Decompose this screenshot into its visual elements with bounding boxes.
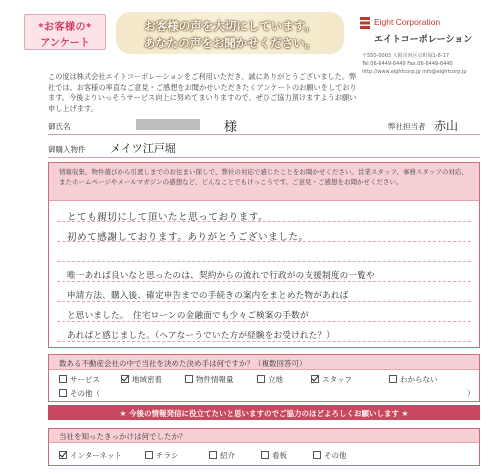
name-redaction [136,119,200,130]
option-other[interactable] [59,388,100,399]
ruled-line [57,321,471,322]
ruled-line [57,301,471,302]
option-label: 看板 [272,451,287,460]
future-info-banner [48,405,480,420]
source-signboard[interactable] [261,450,287,461]
option-label: 物件情報量 [196,375,234,384]
checkbox-checked-icon[interactable] [59,451,67,459]
handwritten-line: あればと感じました。（ヘアなーうでいた方が経験をお受けれた？） [67,331,336,341]
customer-name-row [48,115,480,135]
name-label: 御氏名 [48,122,71,131]
address-line: Tel.06-6449-6449 Fax.06-6449-6440 [362,61,453,67]
option-label: その他 [324,451,347,460]
ruled-line [57,281,471,282]
checkbox-icon[interactable] [145,451,153,459]
survey-badge [24,14,106,50]
source-referral[interactable] [209,450,235,461]
option-label: 紹介 [220,451,235,460]
checkbox-icon[interactable] [389,375,397,383]
title-banner [116,12,344,54]
banner-line-2: あなたの声をお聞かせください。 [143,36,317,50]
feedback-lines [57,203,471,347]
option-listings[interactable] [185,374,234,385]
checkbox-icon[interactable] [257,375,265,383]
referral-source-title: 当社を知ったきっかけは何でしたか？ [59,432,187,441]
name-suffix: 様 [224,120,238,135]
option-unknown[interactable] [389,374,438,385]
handwritten-line: 申請方法、購入後、確定申告までの手続きの案内をまとめた物があれば [67,291,349,301]
option-label: スタッフ [322,375,352,384]
address-line: 〒550-0003 大阪市西区京町堀1-8-17 [362,53,449,59]
option-service[interactable] [59,374,100,385]
staff-label: 弊社担当者 [388,122,426,131]
source-other[interactable] [313,450,347,461]
checkbox-icon[interactable] [261,451,269,459]
banner-line-1: お客様の声を大切にしています。 [144,19,316,33]
feedback-box [48,162,480,348]
option-label: 立地 [268,375,283,384]
ruled-line [57,341,471,342]
property-value: メイツ江戸堀 [110,142,176,155]
source-flyer[interactable] [145,450,179,461]
badge-top-text: *お客様の* [38,22,92,33]
company-address [362,52,492,76]
checkbox-icon[interactable] [185,375,193,383]
checkbox-icon[interactable] [59,389,67,397]
intro-text: この度は株式会社エイトコーポレーションをご利用いただき、誠にありがとうございました。弊社では、お客様の率直なご意見・ご感想をお聞かせいただきたくアンケートのお願いをしております。今後よりいっそうサービス向上に努めてまいりますので、ぜひご協力頂けますようお願い申し上げます。 [48,72,357,113]
deciding-factor-header [49,355,479,370]
property-label: 御購入物件 [48,145,86,154]
option-label: その他（ [70,389,100,398]
handwritten-line: と思いました。 住宅ローンの金融面でも少々ご検案の手数が [67,311,309,321]
checkbox-checked-icon[interactable] [121,375,129,383]
option-label: 地域密着 [132,375,162,384]
checkbox-icon[interactable] [59,375,67,383]
property-row [48,138,480,158]
handwritten-line: とても親切にして頂いたと思っております。 [67,212,269,223]
referral-source-box [48,428,480,466]
handwritten-line: 初めて感謝しております。ありがとうございました。 [67,232,309,243]
checkbox-icon[interactable] [209,451,217,459]
ruled-line [57,261,471,262]
deciding-factor-box [48,354,480,402]
option-other-close: ） [467,389,475,398]
address-line: http://www.eightcorp.jp info@eightcorp.jp [362,69,467,75]
badge-bottom-text: アンケート [40,38,90,49]
staff-value: 赤山 [434,119,459,133]
option-label: チラシ [156,451,179,460]
company-name-jp: エイトコーポレーション [374,35,473,45]
referral-source-header [49,429,479,443]
source-internet[interactable] [59,450,122,461]
option-label: わからない [400,375,438,384]
checkbox-icon[interactable] [313,451,321,459]
option-label: インターネット [70,451,122,460]
option-staff[interactable] [311,374,352,385]
option-label: サービス [70,375,100,384]
checkbox-checked-icon[interactable] [311,375,319,383]
option-local[interactable] [121,374,162,385]
feedback-prompt: 情報収集、物件選びから引渡しまでのお住まい探しで、弊社の対応で感じたことをお聞かせください。営業スタッフ、事務スタッフの対応、またホームページやメールマガジンの感想など、どんなことでもけっこうです。ご意見・ご感想をお聞かせください。 [59,168,468,186]
handwritten-line: 唯一あれば良いなと思ったのは、契約からの流れで行政がの支援制度の一覧や [67,271,375,281]
company-logo-icon [360,17,370,29]
deciding-factor-title: 数ある不動産会社の中で当社を決めた決め手は何ですか？（複数回答可） [59,359,307,368]
feedback-prompt-area [49,163,479,201]
future-info-text: ★ 今後の情報発信に役立てたいと思いますのでご協力のほどよろしくお願いします ★ [119,409,409,418]
option-location[interactable] [257,374,283,385]
company-name-en: Eight Corporation [374,17,441,27]
